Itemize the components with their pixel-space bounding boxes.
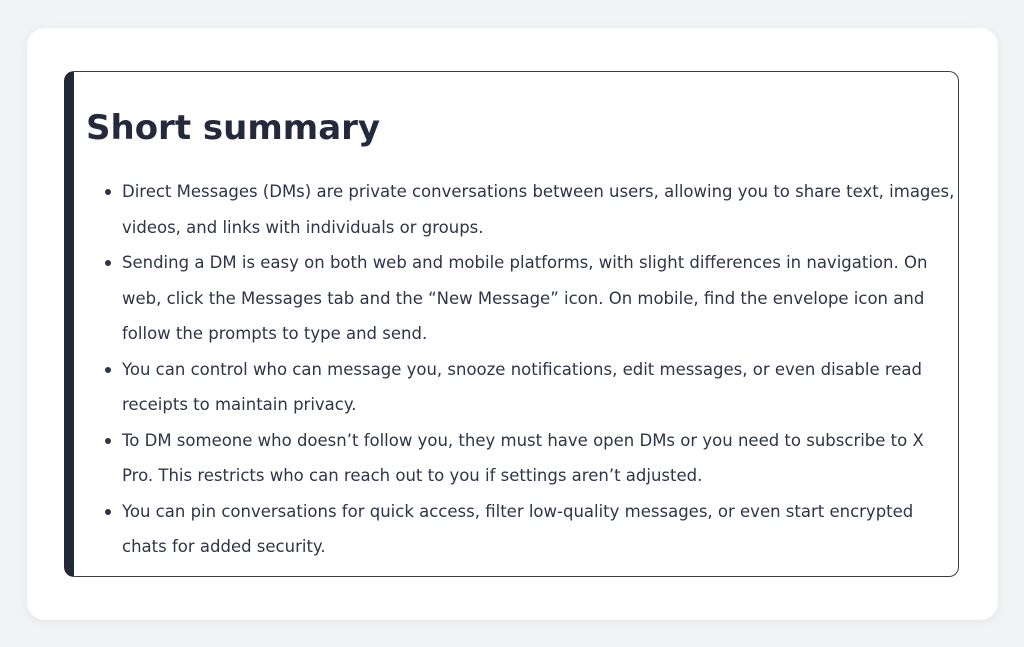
bullet-dot-icon bbox=[105, 438, 111, 444]
summary-bullet-item bbox=[122, 174, 957, 245]
summary-bullet-text: To DM someone who doesn’t follow you, they must have open DMs or you need to subscribe to X Pro. This restricts who can reach out to you if settings aren’t adjusted. bbox=[122, 430, 924, 485]
bullet-dot-icon bbox=[105, 367, 111, 373]
bullet-dot-icon bbox=[105, 260, 111, 266]
bullet-dot-icon bbox=[105, 509, 111, 515]
summary-bullet-text: You can pin conversations for quick access, filter low-quality messages, or even start encrypted chats for added security. bbox=[122, 501, 914, 556]
summary-bullet-text: Direct Messages (DMs) are private conversations between users, allowing you to share text, images, videos, and links with individuals or groups. bbox=[122, 182, 955, 237]
page-container bbox=[27, 28, 998, 620]
bullet-dot-icon bbox=[105, 189, 111, 195]
summary-title: Short summary bbox=[86, 108, 381, 148]
summary-bullet-text: Sending a DM is easy on both web and mobile platforms, with slight differences in navigation. On web, click the Messages tab and the “New Message” icon. On mobile, find the envelope icon and follow the prompts to type and send. bbox=[122, 253, 928, 343]
summary-bullet-list bbox=[122, 174, 957, 565]
summary-bullet-text: You can control who can message you, snooze notifications, edit messages, or even disable read receipts to maintain privacy. bbox=[122, 359, 923, 414]
summary-bullet-item bbox=[122, 352, 957, 423]
summary-card bbox=[64, 71, 959, 577]
summary-bullet-item bbox=[122, 423, 957, 494]
summary-bullet-item bbox=[122, 494, 957, 565]
summary-bullet-item bbox=[122, 245, 957, 352]
